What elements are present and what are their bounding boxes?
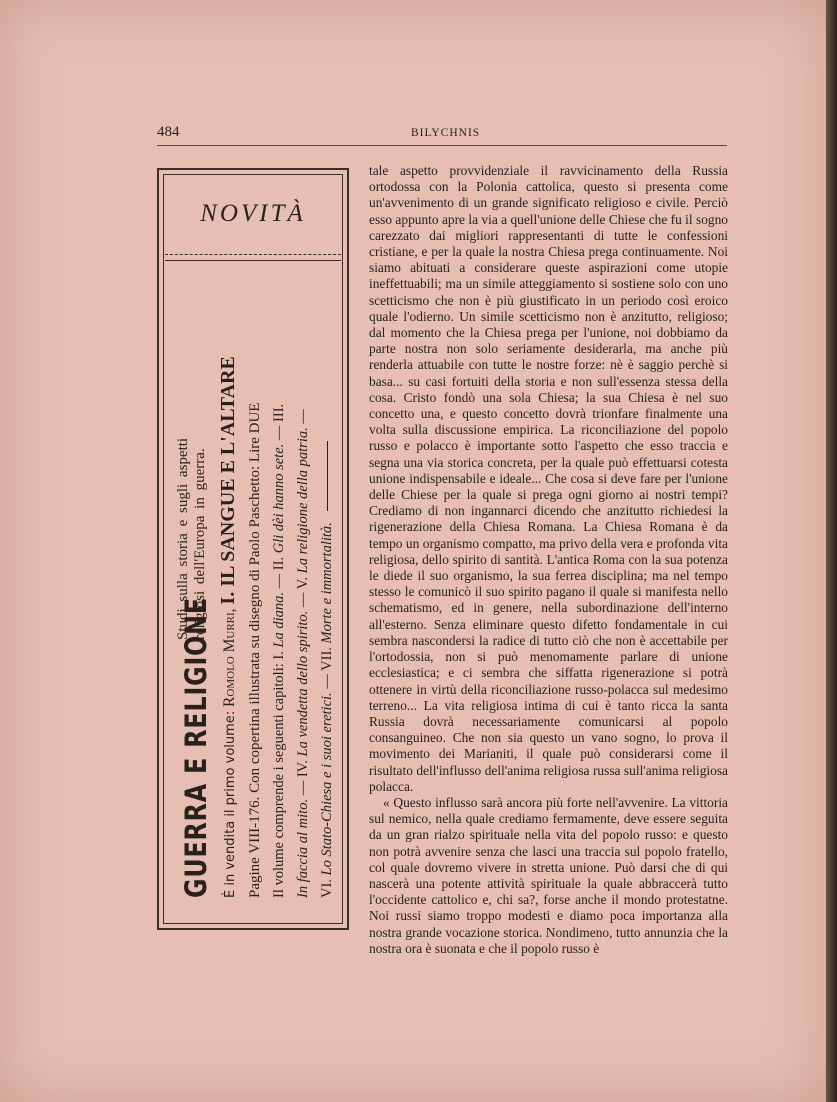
article-body: [369, 163, 728, 957]
page-number: 484: [157, 124, 180, 140]
series-subtitle-2: religiosi dell'Europa in guerra.: [192, 448, 208, 640]
series-subtitle-1: Studi sulla storia e sugli aspetti: [175, 437, 191, 640]
novita-divider: [165, 254, 341, 255]
body-paragraph-2: « Questo influsso sarà ancora più forte nell'avvenire. La vittoria sul nemico, nella quale crediamo fermamente, deve essere seguita da un gran rialzo spirituale nella vita del popolo russo: e questo non potrà avvenire senza che lasci una traccia sul popolo fratello, col quale dovremo vivere in stretta unione. Può darsi che di qui nascerà una potente attività spirituale la quale abbraccerà tutto l'occidente cattolico e, chi sa?, forse anche il mondo protestatne. Noi russi siamo troppo modesti e diamo poca importanza alla nostra grande vocazione storica. Nondimeno, tutto annunzia che la nostra ora è suonata e che il popolo russo è: [369, 794, 728, 956]
running-title: BILYCHNIS: [411, 127, 481, 139]
chapter-7: Morte e immortalità.: [319, 522, 335, 644]
chapter-2-number: — II.: [271, 556, 287, 589]
novita-heading: NOVITÀ: [200, 200, 306, 227]
chapter-5: La religione della patria.: [295, 427, 311, 574]
chapter-3: In faccia al mito.: [295, 798, 311, 898]
chapter-6: Lo Stato-Chiesa e i suoi eretici.: [319, 692, 335, 876]
volume-line: [217, 356, 240, 898]
chapters-line-3: [319, 441, 336, 898]
chapter-3-number: — III.: [271, 403, 287, 441]
chapter-4-number: — IV.: [295, 760, 311, 796]
volume-specs: Pagine VIII-176. Con copertina illustrata su disegno di Paolo Paschetto: Lire DUE: [247, 402, 263, 898]
series-line: [175, 437, 213, 898]
series-title: GUERRA E RELIGIONE: [179, 597, 213, 898]
header-rule: [157, 145, 727, 146]
chapter-5-dash: —: [295, 409, 311, 424]
chapters-intro: Il volume comprende i seguenti capitoli: I.: [271, 651, 287, 898]
chapter-5-number: — V.: [295, 576, 311, 608]
rotated-advertisement-text: [175, 258, 335, 898]
volume-title: I. IL SANGUE E L'ALTARE: [217, 356, 239, 605]
body-paragraph-1: tale aspetto provvidenziale il ravvicinamento della Russia ortodossa con la Polonia cattolica, questo si presenta come un'avvenimento di un grande significato religioso e civile. Perciò esso appunto apre la via a quell'unione delle Chiese che fu il sogno carezzato dai migliori rappresentanti di tutte le confessioni cristiane, e per la quale la nostra Chiesa prega continuamente. Noi siamo abituati a considerare queste aspirazioni come utopie ineffettuabili; ma un simile atteggiamento si sostiene solo con uno scetticismo che non è più giustificato in un periodo così eroico quale l'odierno. Un simile scetticismo non è anzitutto, religioso; dal momento che la Chiesa prega per l'unione, noi dobbiamo da parte nostra non solo seriamente desiderarla, ma anche più renderla attuabile con tutte le nostre forze: nè è saggio perchè si basa... su casi fortuiti della storia e non sull'essenza stessa della cosa. Cristo fondò una sola Chiesa; la sua Chiesa è nel suo concetto una, e questo concetto dovrà trionfare finalmente una volta sulla discussione empirica. La riconciliazione del popolo russo e polacco è importante sotto l'aspetto che esso traccia e segna una via storica concreta, per la quale può effettuarsi cotesta unione indispensabile e ideale... Che cosa si deve fare per l'unione delle Chiese per la quale si prega ogni giorno ai nostri tempi? Crediamo di non ingannarci dicendo che anzitutto richiedesi la rigenerazione della Chiesa Romana. La Chiesa Romana è da tempo un organismo compatto, ma privo della vera e profonda vita religiosa, dello spirito di santità. L'antica Roma con la sua potenza le diede il suo organismo, la sua ferrea disciplina; ma nel tempo stesso le comunicò il suo spirito pagano il quale si manifesta nello schematismo, ed in genere, nella subordinazione dell'interno all'esterno. Senza eliminare questo difetto fondamentale in cui sembra nascondersi la radice di tutto ciò che non è accettabile per l'ortodossia, non si può menomamente parlare di unione ecclesiastica; e ci sembra che siffatta rigenerazione si potrà ottenere in virtù della riconciliazione russo-polacca sul medesimo terreno... La vita religiosa intima di cui è tanto ricca la santa Russia dovrà necessariamente comunicarsi al popolo consanguineo. Che non sia questo un vano sogno, lo prova il movimento dei Marianiti, il quale può considerarsi come il risultato dell'influsso dell'anima religiosa russa sull'anima religiosa polacca.: [369, 163, 728, 794]
chapters-line-1: [271, 404, 288, 898]
advertisement-box: [157, 168, 349, 930]
page-header: [157, 124, 727, 146]
chapter-4: La vendetta dello spirito.: [295, 610, 311, 757]
chapter-6-number: VI.: [319, 879, 335, 898]
closing-rule: [327, 441, 328, 511]
book-edge: [826, 0, 837, 1102]
vendita-text: È in vendita il primo volume:: [223, 710, 238, 898]
series-subtitle: [175, 438, 209, 640]
chapter-1: La diana.: [271, 591, 287, 648]
volume-author: Romolo Murri,: [221, 608, 238, 707]
chapter-2: Gli dèi hanno sete.: [271, 443, 287, 554]
chapter-7-number: — VII.: [319, 647, 335, 689]
chapters-line-2: [295, 409, 312, 898]
